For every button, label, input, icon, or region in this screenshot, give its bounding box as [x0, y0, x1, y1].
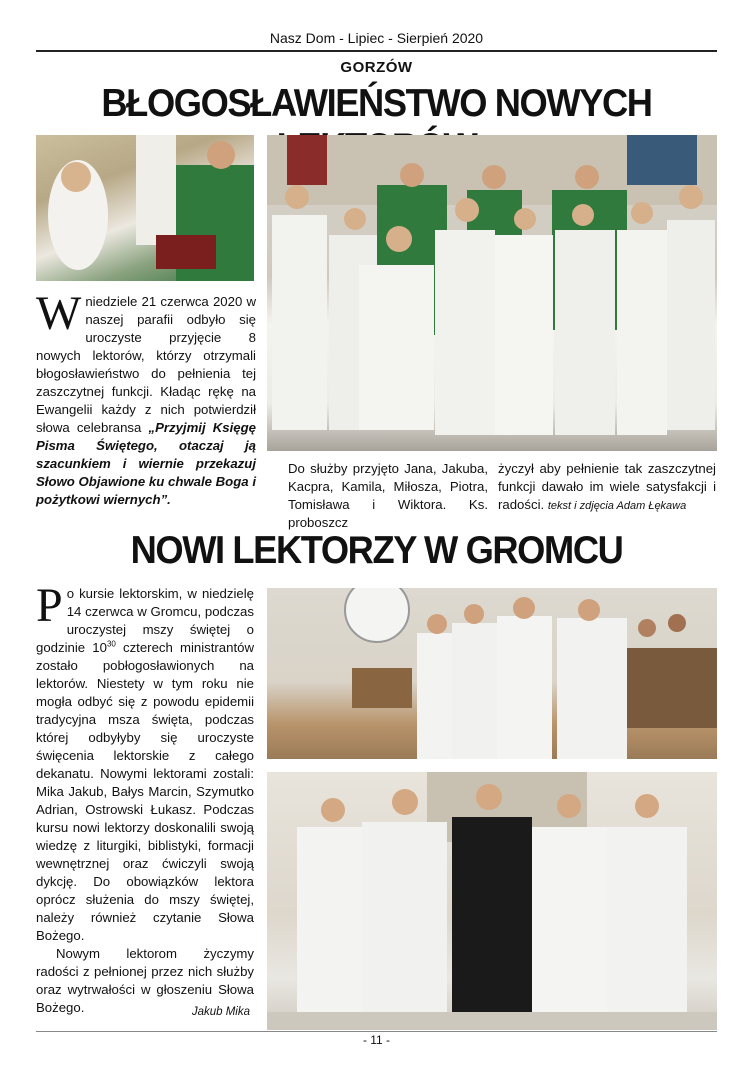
article2-credit: Jakub Mika [191, 1006, 250, 1018]
article1-quote: „Przyjmij Księgę Pisma Świętego, otaczaj ją szacunkiem i wiernie przekazuj Słowo Objawione ku chwale Boga i pożytkowi wiernych”. [36, 420, 256, 507]
article1-headline: BŁOGOSŁAWIEŃSTWO NOWYCH [101, 82, 652, 125]
article2-body [36, 579, 254, 1017]
article1-column-b-text: życzył aby pełnienie tak zaszczytnej funkcji dawało im wiele satysfakcji i radości. [498, 461, 716, 512]
header-rule [36, 50, 717, 52]
article2-headline: NOWI LEKTORZY W GROMCU [130, 529, 623, 572]
footer-rule [36, 1031, 717, 1032]
photo-gromiec-group [267, 772, 717, 1030]
article1-intro-text: niedziele 21 czerwca 2020 w naszej parafii odbyło się uroczyste przyjęcie 8 nowych lektorów, którzy otrzymali błogosławieństwo do pełnienia tej zaszczytnej funkcji. Kładąc rękę na Ewangelii każdy z nich potwierdził słowa celebransa [36, 294, 256, 435]
article1-dropcap: W [36, 287, 82, 340]
article1-column-b [498, 460, 716, 515]
article2-dropcap: P [36, 579, 63, 632]
article2-p1-end: czterech ministrantów zostało pobłogosławionych na lektorów. Niestety w tym roku nie mogła odbyć się z powodu epidemii tradycyjna msza święta, podczas której odbyłyby się uroczyste święcenia lektorskie z całego dekanatu. Nowymi lektorami zostali: Mika Jakub, Bałys Marcin, Szymutko Adrian, Ostrowski Łukasz. Podczas kursu nowi lektorzy doskonalili swoją wiedzę z liturgiki, biblistyki, formacji wewnętrznej oraz ćwiczyli swoją dykcję. Do obowiązków lektora oprócz służenia do mszy świętej, należy również czytanie Słowa Bożego. [36, 640, 254, 943]
article1-column-a: Do służby przyjęto Jana, Jakuba, Kacpra, Kamila, Miłosza, Piotra, Tomisława i Wiktora. Ks. proboszcz [288, 461, 488, 530]
article1-kicker: GORZÓW [340, 59, 413, 76]
article1-credit: tekst i zdjęcia Adam Łękawa [547, 500, 687, 512]
article1-intro [36, 287, 256, 509]
photo-gromiec-masks [267, 588, 717, 759]
running-title: Nasz Dom - Lipiec - Sierpień 2020 [269, 30, 484, 46]
page-number: - 11 - [362, 1033, 391, 1047]
article2-p1-start: o kursie lektorskim, w niedzielę 14 czerwca w Gromcu, podczas uroczystej mszy świętej o godzinie 10 [36, 586, 254, 655]
photo-lector-with-book [36, 135, 254, 281]
article2-paragraph-1 [36, 579, 254, 945]
article2-paragraph-2: Nowym lektorom życzymy radości z pełnionej przez nich służby oraz wytrwałości w głoszeniu Słowa Bożego. [36, 946, 254, 1015]
article2-p1-sup: 30 [106, 639, 116, 649]
photo-gorzow-group [267, 135, 717, 451]
